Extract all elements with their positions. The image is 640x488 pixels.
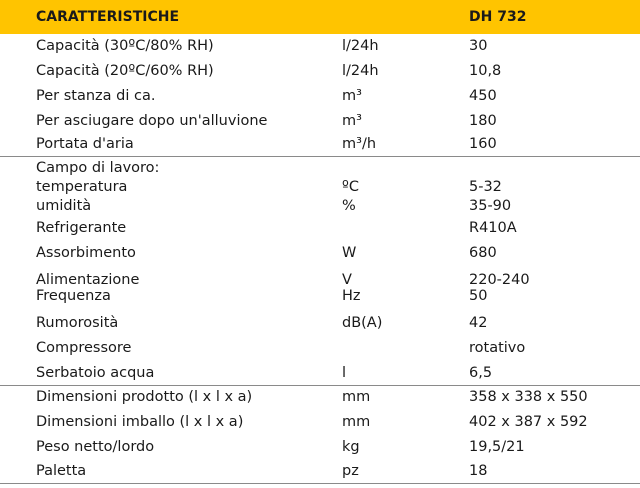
row-label: Capacità (20ºC/60% RH) [36, 63, 214, 79]
bottom-rule [0, 483, 640, 484]
row-unit: ºC [342, 179, 359, 195]
row-unit: V [342, 272, 352, 288]
row-value: R410A [469, 220, 517, 236]
row-unit: kg [342, 439, 360, 455]
row-label: Frequenza [36, 288, 111, 304]
row-label: Serbatoio acqua [36, 365, 155, 381]
row-value: 680 [469, 245, 497, 261]
row-label: Rumorosità [36, 315, 119, 331]
table-header [0, 0, 640, 34]
row-unit: dB(A) [342, 315, 383, 331]
row-label: Paletta [36, 463, 87, 479]
row-label: temperatura [36, 179, 128, 195]
row-value: 220-240 [469, 272, 530, 288]
row-label: Campo di lavoro: [36, 160, 160, 176]
row-unit: m³ [342, 113, 362, 129]
row-label: Portata d'aria [36, 136, 134, 152]
row-value: 50 [469, 288, 488, 304]
header-characteristics: CARATTERISTICHE [36, 9, 180, 25]
row-unit: pz [342, 463, 359, 479]
row-label: Assorbimento [36, 245, 136, 261]
row-label: Per stanza di ca. [36, 88, 156, 104]
row-unit: m³/h [342, 136, 377, 152]
row-value: 30 [469, 38, 488, 54]
row-unit: % [342, 198, 356, 214]
row-label: Refrigerante [36, 220, 127, 236]
row-label: Compressore [36, 340, 132, 356]
row-value: 402 x 387 x 592 [469, 414, 588, 430]
row-value: 6,5 [469, 365, 493, 381]
row-label: Per asciugare dopo un'alluvione [36, 113, 268, 129]
row-value: rotativo [469, 340, 526, 356]
row-label: Dimensioni prodotto (l x l x a) [36, 389, 253, 405]
row-unit: mm [342, 389, 371, 405]
row-value: 10,8 [469, 63, 502, 79]
row-label: Dimensioni imballo (l x l x a) [36, 414, 244, 430]
row-label: umidità [36, 198, 92, 214]
row-value: 42 [469, 315, 488, 331]
row-value: 180 [469, 113, 497, 129]
row-unit: W [342, 245, 357, 261]
row-label: Alimentazione [36, 272, 140, 288]
section-divider [0, 156, 640, 157]
row-value: 19,5/21 [469, 439, 525, 455]
row-unit: l/24h [342, 38, 379, 54]
row-unit: Hz [342, 288, 361, 304]
row-label: Peso netto/lordo [36, 439, 155, 455]
section-divider [0, 385, 640, 386]
row-unit: m³ [342, 88, 362, 104]
row-label: Capacità (30ºC/80% RH) [36, 38, 214, 54]
row-unit: l/24h [342, 63, 379, 79]
row-value: 18 [469, 463, 488, 479]
header-model: DH 732 [469, 9, 527, 25]
row-value: 160 [469, 136, 497, 152]
row-value: 5-32 [469, 179, 502, 195]
row-value: 358 x 338 x 550 [469, 389, 588, 405]
row-unit: mm [342, 414, 371, 430]
row-value: 35-90 [469, 198, 512, 214]
row-unit: l [342, 365, 347, 381]
row-value: 450 [469, 88, 497, 104]
